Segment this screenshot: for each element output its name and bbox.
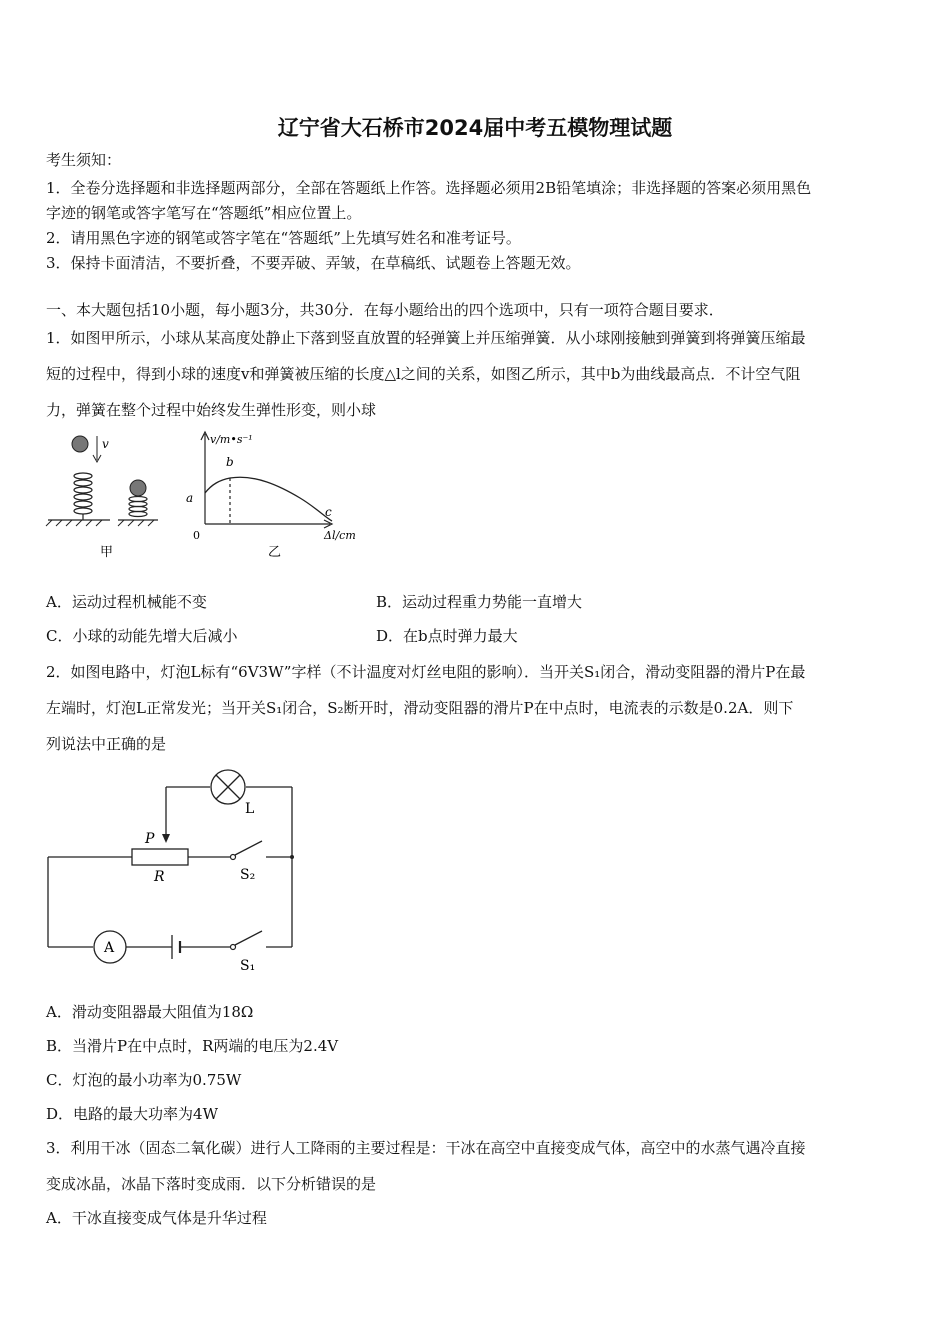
q1-figure [40, 428, 380, 568]
notice-heading: 考生须知： [46, 151, 122, 169]
q1-option-c: C．小球的动能先增大后减小 [46, 627, 238, 645]
velocity-curve [205, 477, 332, 521]
ball-on-spring [130, 480, 146, 496]
svg-text:A: A [104, 940, 115, 956]
notice-item: 2．请用黑色字迹的钢笔或答字笔在“答题纸”上先填写姓名和准考证号。 [46, 229, 521, 247]
figure-label-jia: 甲 [100, 545, 114, 560]
q2-circuit [40, 765, 310, 985]
falling-ball [72, 436, 88, 452]
point-a-label: a [186, 491, 194, 505]
notice-item: 1．全卷分选择题和非选择题两部分，全部在答题纸上作答。选择题必须用2B铅笔填涂；非选择题的答案必须用黑色 [46, 179, 812, 197]
section-heading: 一、本大题包括10小题，每小题3分，共30分．在每小题给出的四个选项中，只有一项符合题目要求． [46, 301, 724, 319]
notice-item: 字迹的钢笔或答字笔写在“答题纸”相应位置上。 [46, 204, 362, 222]
point-b-label: b [226, 455, 234, 469]
q1-stem-line: 1．如图甲所示，小球从某高度处静止下落到竖直放置的轻弹簧上并压缩弹簧．从小球刚接触到弹簧到将弹簧压缩最 [46, 329, 806, 347]
point-c-label: c [325, 505, 332, 519]
q1-stem-line: 力，弹簧在整个过程中始终发生弹性形变，则小球 [46, 401, 377, 419]
rheostat-label: R [154, 869, 165, 885]
q2-option-a: A．滑动变阻器最大阻值为18Ω [46, 1003, 254, 1021]
notice-item: 3．保持卡面清洁，不要折叠，不要弄破、弄皱，在草稿纸、试题卷上答题无效。 [46, 254, 581, 272]
q3-stem-line: 3．利用干冰（固态二氧化碳）进行人工降雨的主要过程是：干冰在高空中直接变成气体，高空中的水蒸气遇冷直接 [46, 1139, 806, 1157]
switch-s1-label: S₁ [240, 958, 256, 974]
q1-option-b: B．运动过程重力势能一直增大 [376, 593, 583, 611]
page-title: 辽宁省大石桥市2024届中考五模物理试题 [277, 116, 673, 140]
slider-label: P [145, 831, 155, 847]
lamp-label: L [245, 801, 255, 817]
q2-stem-line: 2．如图电路中，灯泡L标有“6V3W”字样（不计温度对灯丝电阻的影响）．当开关S₁闭合，滑动变阻器的滑片P在最 [46, 663, 806, 681]
q2-option-c: C．灯泡的最小功率为0.75W [46, 1071, 242, 1089]
q2-stem-line: 左端时，灯泡L正常发光；当开关S₁闭合，S₂断开时，滑动变阻器的滑片P在中点时，电流表的示数是0.2A．则下 [46, 699, 794, 717]
q1-option-a: A．运动过程机械能不变 [46, 593, 207, 611]
lamp [211, 770, 245, 804]
rheostat [132, 849, 188, 865]
q1-option-d: D．在b点时弹力最大 [376, 627, 518, 645]
q2-option-d: D．电路的最大功率为4W [46, 1105, 218, 1123]
ammeter [94, 931, 126, 963]
switch-s2-label: S₂ [240, 867, 256, 883]
q2-stem-line: 列说法中正确的是 [46, 735, 167, 753]
spring-compressed [129, 497, 147, 517]
q3-option-a: A．干冰直接变成气体是升华过程 [46, 1209, 267, 1227]
graph-origin: 0 [193, 529, 200, 542]
figure-label-yi: 乙 [268, 545, 282, 560]
graph-y-label: v/m•s⁻¹ [210, 433, 253, 446]
graph-x-label: Δl/cm [324, 529, 356, 542]
spring-free [74, 473, 92, 520]
q1-stem-line: 短的过程中，得到小球的速度v和弹簧被压缩的长度△l之间的关系，如图乙所示，其中b为曲线最高点．不计空气阻 [46, 365, 801, 383]
q3-stem-line: 变成冰晶，冰晶下落时变成雨．以下分析错误的是 [46, 1175, 377, 1193]
switch-s1 [235, 931, 262, 945]
switch-s2 [235, 841, 262, 855]
velocity-label: v [102, 437, 109, 451]
q2-option-b: B．当滑片P在中点时，R两端的电压为2.4V [46, 1037, 339, 1055]
